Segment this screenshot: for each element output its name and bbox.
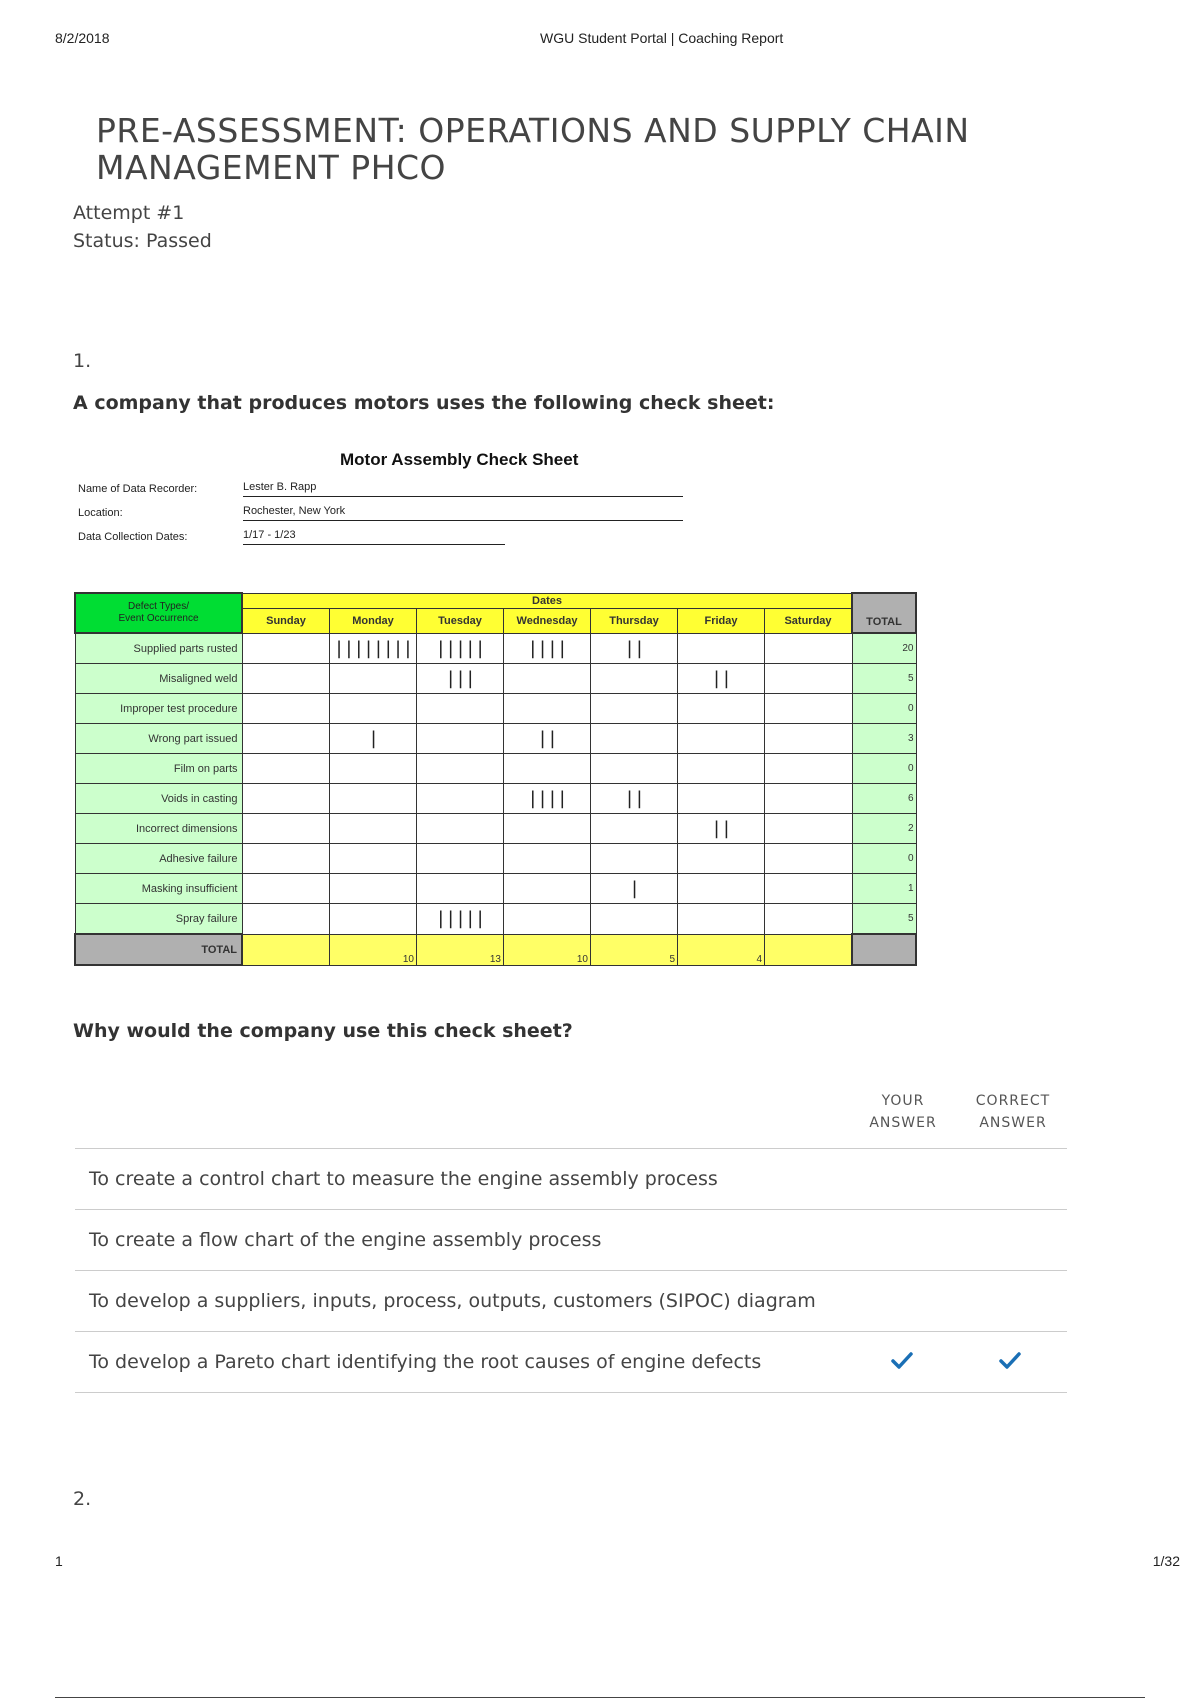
check-sheet-title: Motor Assembly Check Sheet [340,450,579,469]
answer-option [75,1149,1067,1210]
tally-cell [417,754,504,784]
tally-cell [330,754,417,784]
defect-type-label: Adhesive failure [75,844,242,874]
tally-cell [678,874,765,904]
correct-answer-header-line2: ANSWER [979,1115,1047,1131]
tally-cell [591,664,678,694]
answer-option-text: To develop a Pareto chart identifying the root causes of engine defects [89,1351,762,1373]
tally-cell [330,874,417,904]
tally-cell [417,694,504,724]
day-total: 10 [330,934,417,965]
table-row [75,844,916,874]
tally-cell: |||||||| [330,633,417,664]
tally-cell [504,874,591,904]
tally-cell [330,844,417,874]
tally-cell [417,874,504,904]
tally-cell: ||| [417,664,504,694]
tally-cell [242,664,330,694]
tally-cell [242,724,330,754]
defect-type-label: Misaligned weld [75,664,242,694]
defect-type-header-line1: Defect Types/ [128,601,189,612]
day-total: 4 [678,934,765,965]
correct-answer-header-line1: CORRECT [975,1093,1051,1109]
day-header: Thursday [591,608,678,633]
tally-cell [504,904,591,935]
tally-cell: |||| [504,633,591,664]
page-title: PRE-ASSESSMENT: OPERATIONS AND SUPPLY CHAIN MANAGEMENT PHCO [96,111,970,187]
tally-cell: || [678,664,765,694]
row-total: 5 [852,904,916,935]
tally-cell [678,784,765,814]
your-answer-header [868,1090,938,1134]
row-total: 0 [852,844,916,874]
footer-page-index: 1 [55,1553,63,1569]
attempt-status: Status: Passed [73,230,212,252]
tally-cell [678,694,765,724]
row-total: 20 [852,633,916,664]
answer-option [75,1271,1067,1332]
tally-cell [504,814,591,844]
tally-cell [765,904,853,935]
tally-cell [765,874,853,904]
defect-type-label: Film on parts [75,754,242,784]
your-answer-check-icon [890,1348,914,1372]
defect-type-label: Wrong part issued [75,724,242,754]
row-total: 2 [852,814,916,844]
tally-cell [591,814,678,844]
day-total: 10 [504,934,591,965]
print-header-title: WGU Student Portal | Coaching Report [540,30,784,46]
defect-type-label: Improper test procedure [75,694,242,724]
tally-cell [678,724,765,754]
tally-cell [591,724,678,754]
recorder-label: Name of Data Recorder: [78,483,198,495]
defect-type-label: Supplied parts rusted [75,633,242,664]
total-header: TOTAL [852,593,916,633]
tally-cell [765,633,853,664]
tally-cell [504,754,591,784]
location-value: Rochester, New York [243,505,683,521]
tally-cell [242,874,330,904]
print-date: 8/2/2018 [55,30,110,46]
tally-cell [417,844,504,874]
table-row [75,904,916,935]
defect-type-label: Voids in casting [75,784,242,814]
defect-type-label: Masking insufficient [75,874,242,904]
question-stem: A company that produces motors uses the following check sheet: [73,392,775,414]
day-header: Wednesday [504,608,591,633]
defect-type-header [75,593,242,633]
attempt-number: Attempt #1 [73,202,185,224]
tally-cell [330,784,417,814]
tally-cell [330,814,417,844]
day-total [242,934,330,965]
footer-total-label: TOTAL [75,934,242,965]
defect-type-label: Spray failure [75,904,242,935]
recorder-value: Lester B. Rapp [243,481,683,497]
tally-cell [591,844,678,874]
tally-cell: ||||| [417,904,504,935]
table-row [75,874,916,904]
check-sheet-table [74,592,917,966]
day-header: Monday [330,608,417,633]
table-row [75,664,916,694]
tally-cell: || [591,784,678,814]
answer-option [75,1332,1067,1393]
table-row [75,694,916,724]
tally-cell [417,814,504,844]
grand-total-cell [852,934,916,965]
tally-cell: |||| [504,784,591,814]
answer-option-text: To develop a suppliers, inputs, process, outputs, customers (SIPOC) diagram [89,1290,816,1312]
tally-cell [504,844,591,874]
question-number: 1. [73,350,92,372]
tally-cell [765,814,853,844]
tally-cell [242,814,330,844]
dates-header: Dates [242,593,852,608]
tally-cell [242,784,330,814]
row-total: 0 [852,694,916,724]
tally-cell: | [591,874,678,904]
location-label: Location: [78,507,123,519]
day-total: 13 [417,934,504,965]
table-row [75,633,916,664]
table-row [75,724,916,754]
tally-cell [504,694,591,724]
day-header: Sunday [242,608,330,633]
row-total: 1 [852,874,916,904]
row-total: 5 [852,664,916,694]
footer-page-count: 1/32 [1152,1553,1180,1569]
tally-cell [765,664,853,694]
tally-cell [765,784,853,814]
row-total: 3 [852,724,916,754]
tally-cell [591,694,678,724]
correct-answer-check-icon [998,1348,1022,1372]
tally-cell [678,904,765,935]
defect-type-label: Incorrect dimensions [75,814,242,844]
tally-cell [242,754,330,784]
answer-option-text: To create a flow chart of the engine assembly process [89,1229,602,1251]
dates-label: Data Collection Dates: [78,531,188,543]
table-row [75,784,916,814]
defect-type-header-line2: Event Occurrence [118,613,199,624]
day-header: Tuesday [417,608,504,633]
tally-cell [504,664,591,694]
tally-cell [765,754,853,784]
tally-cell: ||||| [417,633,504,664]
question-number: 2. [73,1488,92,1510]
answer-option [75,1210,1067,1271]
correct-answer-header [968,1090,1058,1134]
row-total: 6 [852,784,916,814]
answer-option-text: To create a control chart to measure the engine assembly process [89,1168,718,1190]
tally-cell [330,664,417,694]
tally-cell [242,844,330,874]
table-row [75,754,916,784]
tally-cell [765,694,853,724]
tally-cell [678,754,765,784]
tally-cell [591,754,678,784]
tally-cell [591,904,678,935]
tally-cell [330,904,417,935]
row-total: 0 [852,754,916,784]
tally-cell [417,784,504,814]
tally-cell: || [504,724,591,754]
tally-cell [330,694,417,724]
tally-cell: || [591,633,678,664]
day-header: Friday [678,608,765,633]
table-row [75,814,916,844]
tally-cell [417,724,504,754]
day-total [765,934,853,965]
answer-options [75,1148,1067,1393]
tally-cell [678,844,765,874]
day-total: 5 [591,934,678,965]
dates-value: 1/17 - 1/23 [243,529,505,545]
tally-cell [242,633,330,664]
page-divider [55,1697,1145,1698]
tally-cell [678,633,765,664]
your-answer-header-line2: ANSWER [869,1115,937,1131]
tally-cell [242,904,330,935]
day-header: Saturday [765,608,853,633]
tally-cell [242,694,330,724]
tally-cell [765,724,853,754]
tally-cell: || [678,814,765,844]
tally-cell [765,844,853,874]
your-answer-header-line1: YOUR [881,1093,925,1109]
tally-cell: | [330,724,417,754]
question-prompt: Why would the company use this check sheet? [73,1020,573,1042]
